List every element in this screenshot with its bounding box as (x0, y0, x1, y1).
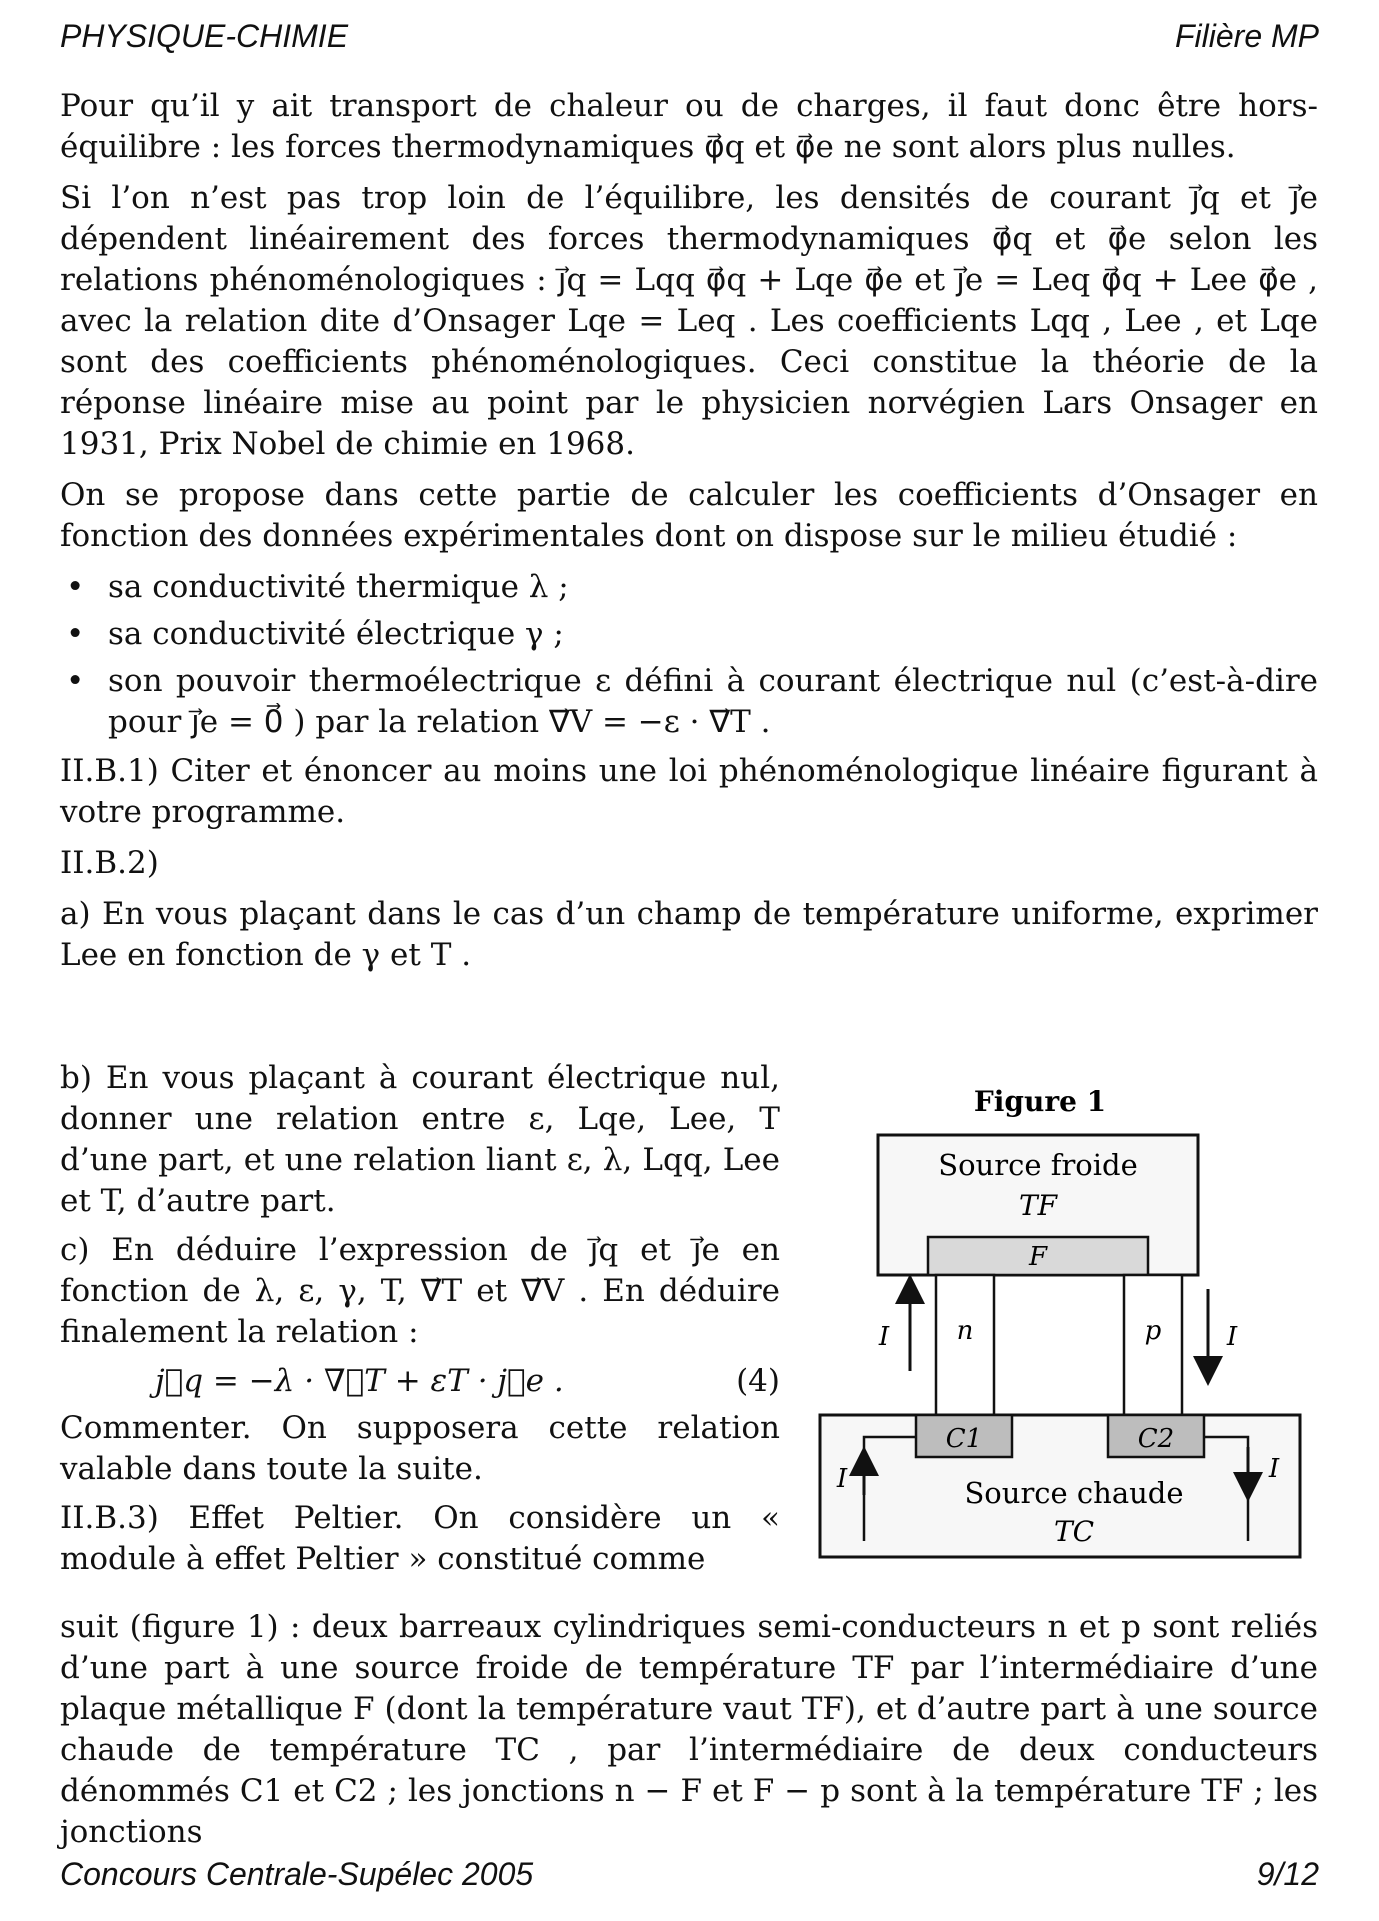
bar-p-label: p (1144, 1316, 1162, 1346)
wrap-text (60, 1058, 780, 1588)
plate-f-label: F (1028, 1242, 1048, 1272)
bar-n-label: n (956, 1316, 974, 1346)
figure-title: Figure 1 (973, 1085, 1107, 1118)
conductor-c2-label: C2 (1137, 1424, 1175, 1454)
question-b2c-end: Commenter. On supposera cette relation valable dans toute la suite. (60, 1410, 780, 1487)
current-label: I (1226, 1322, 1238, 1352)
current-label: I (1268, 1454, 1280, 1484)
paragraph: On se propose dans cette partie de calculer les coefficients d’Onsager en fonction des données expérimentales dont on dispose sur le milieu étudié : (60, 477, 1318, 554)
equation-number: (4) (736, 1363, 780, 1399)
equation-body: j⃗q = −λ · ∇⃗T + εT · j⃗e . (155, 1363, 564, 1399)
hot-temp-label: TC (1053, 1515, 1095, 1548)
figure-1 (812, 1075, 1312, 1565)
footer-left: Concours Centrale-Supélec 2005 (60, 1856, 534, 1892)
question-b2: II.B.2) (60, 845, 159, 881)
header-left: PHYSIQUE-CHIMIE (60, 18, 349, 54)
current-label: I (836, 1464, 848, 1494)
equation-4 (60, 1361, 780, 1402)
upper-text (60, 86, 1318, 986)
question-b1: II.B.1) Citer et énoncer au moins une loi phénoménologique linéaire figurant à votre programme. (60, 753, 1318, 830)
list-item: • sa conductivité électrique γ ; (60, 614, 1318, 655)
list-item: • son pouvoir thermoélectrique ε défini à courant électrique nul (c’est-à-dire pour j⃗e = 0⃗ ) par la relation ∇⃗V = −ε · ∇⃗T . (60, 661, 1318, 743)
lower-text (60, 1607, 1318, 1863)
paragraph: Si l’on n’est pas trop loin de l’équilibre, les densités de courant j⃗q et j⃗e dépendent linéairement des forces thermodynamiques φ⃗q et φ⃗e selon les relations phénoménologiques : j⃗q = Lqq φ⃗q + Lqe φ⃗e et j⃗e = Leq φ⃗q + Lee φ⃗e , avec la relation dite d’Onsager Lqe = Leq . Les coefficients Lqq , Lee , et Lqe sont des coefficients phénoménologiques. Ceci constitue la théorie de la réponse linéaire mise au point par le physicien norvégien Lars Onsager en 1931, Prix Nobel de chimie en 1968. (60, 180, 1318, 462)
conductor-c1-label: C1 (945, 1424, 983, 1454)
list-item: • sa conductivité thermique λ ; (60, 567, 1318, 608)
question-b3-start: II.B.3) Effet Peltier. On considère un « module à effet Peltier » constitué comme (60, 1500, 780, 1577)
hot-source-label: Source chaude (964, 1476, 1184, 1510)
header-right: Filière MP (1174, 18, 1319, 54)
cold-source-label: Source froide (938, 1148, 1138, 1182)
paragraph: Pour qu’il y ait transport de chaleur ou de charges, il faut donc être hors-équilibre : les forces thermodynamiques φ⃗q et φ⃗e ne sont alors plus nulles. (60, 88, 1318, 165)
footer-right: 9/12 (1256, 1856, 1319, 1892)
question-b2c: c) En déduire l’expression de j⃗q et j⃗e en fonction de λ, ε, γ, T, ∇⃗T et ∇⃗V . En déduire finalement la relation : (60, 1232, 780, 1350)
current-label: I (878, 1322, 890, 1352)
question-b2b: b) En vous plaçant à courant électrique nul, donner une relation entre ε, Lqe, Lee, T d’une part, et une relation liant ε, λ, Lqq, Lee et T, d’autre part. (60, 1060, 780, 1219)
data-list (60, 567, 1318, 743)
question-b2a: a) En vous plaçant dans le cas d’un champ de température uniforme, exprimer Lee en fonction de γ et T . (60, 896, 1318, 973)
cold-temp-label: TF (1018, 1189, 1058, 1222)
question-b3-continued: suit (figure 1) : deux barreaux cylindriques semi-conducteurs n et p sont reliés d’une part à une source froide de température TF par l’intermédiaire d’une plaque métallique F (dont la température vaut TF), et d’autre part à une source chaude de température TC , par l’intermédiaire de deux conducteurs dénommés C1 et C2 ; les jonctions n − F et F − p sont à la température TF ; les jonctions (60, 1609, 1318, 1850)
